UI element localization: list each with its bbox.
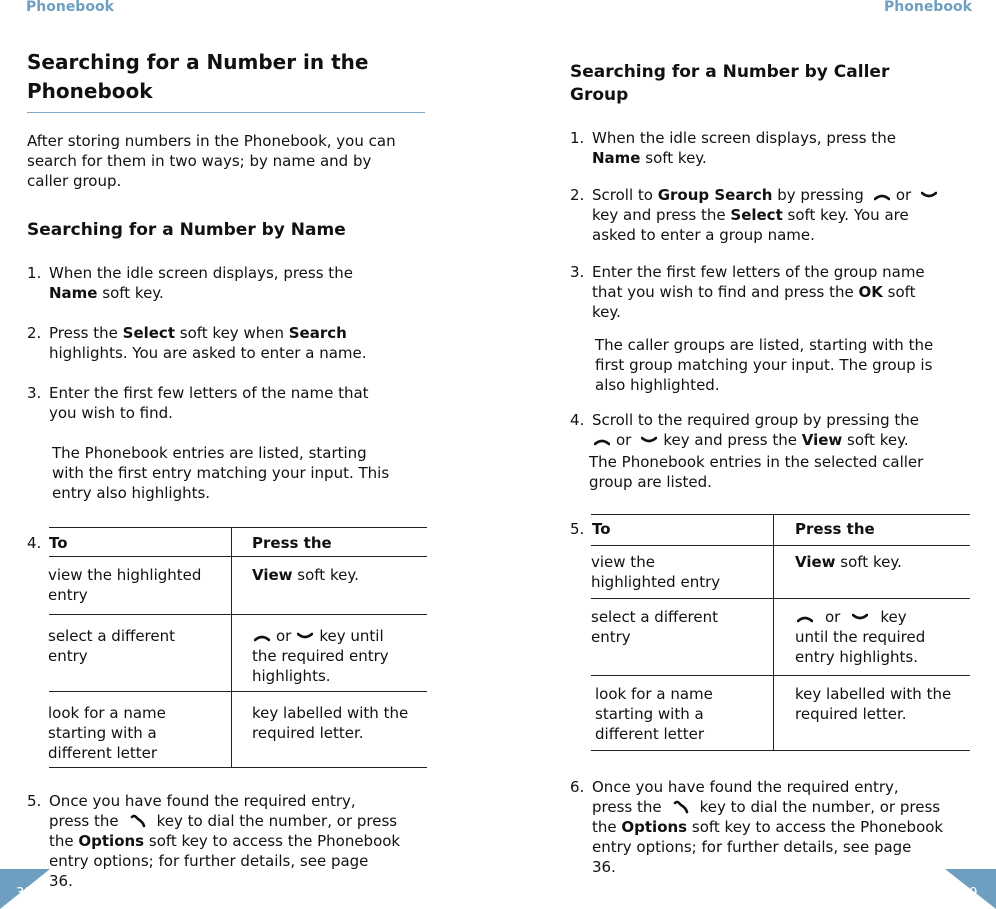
up-nav-key-icon: [797, 613, 813, 623]
table-cell-text: key until: [319, 627, 384, 645]
step-number: 1.: [570, 129, 585, 147]
down-nav-key-icon: [852, 613, 868, 623]
table-cell: [795, 684, 951, 724]
select-softkey-label: Select: [730, 206, 783, 224]
options-softkey-label: Options: [621, 818, 688, 836]
table-row: [48, 703, 166, 763]
send-call-key-icon: [129, 814, 147, 830]
table-row-rule: [49, 614, 427, 615]
options-softkey-label: Options: [78, 832, 145, 850]
step-text-part: key to dial the number, or press: [156, 812, 398, 830]
step-text-part: soft key when: [175, 324, 289, 342]
table-cell-line: select a different: [48, 627, 176, 645]
table-cell-line: entry highlights.: [795, 648, 918, 666]
table-cell-line: required letter.: [795, 705, 907, 723]
step-text-part: the: [49, 832, 79, 850]
table-cell-line: starting with a: [595, 705, 704, 723]
group-step-5-number: 5.: [570, 520, 585, 538]
step-text: [49, 811, 449, 831]
note-paragraph: [52, 443, 389, 503]
step-text: [49, 831, 449, 851]
table-cell-line: view the: [591, 553, 655, 571]
page-number-right: 39: [961, 886, 978, 901]
step-number: 5.: [27, 792, 42, 810]
step-text-rest: soft key.: [97, 284, 164, 302]
group-note-paragraph: [595, 335, 933, 395]
step-text: key.: [592, 303, 621, 321]
step-number: 2.: [27, 324, 42, 342]
table-row: [591, 607, 718, 647]
step-text: entry options; for further details, see page: [592, 838, 912, 856]
step-text: [592, 797, 992, 817]
step-text-part: press the: [49, 812, 119, 830]
step-number: 1.: [27, 264, 42, 282]
step-text-part: Scroll to: [592, 186, 658, 204]
table-column-divider: [773, 514, 774, 750]
step-text: [49, 283, 429, 303]
table-row: [48, 565, 201, 605]
or-text: or: [825, 608, 841, 626]
running-header-right: Phonebook: [884, 0, 972, 15]
down-nav-key-icon: [921, 191, 937, 201]
step-number: 6.: [570, 778, 585, 796]
ok-softkey-label: OK: [858, 283, 883, 301]
intro-line: After storing numbers in the Phonebook, you can: [27, 132, 396, 150]
or-text: or: [895, 186, 912, 204]
table-row-rule: [591, 598, 970, 599]
table-cell: [252, 703, 408, 743]
step-text: When the idle screen displays, press the: [49, 264, 353, 282]
table-header-rule: [49, 556, 427, 557]
step-text-part: by pressing: [772, 186, 864, 204]
step-text-part: key and press the: [663, 431, 802, 449]
table-cell-line: different letter: [595, 725, 705, 743]
up-nav-key-icon: [874, 191, 890, 201]
step-text-part: that you wish to find and press the: [592, 283, 859, 301]
table-header-press-the: Press the: [795, 520, 875, 538]
note-line: The Phonebook entries are listed, starting: [52, 444, 367, 462]
step-text: The Phonebook entries in the selected caller: [589, 453, 924, 471]
step-number: 3.: [570, 263, 585, 281]
title-rule: [27, 112, 425, 113]
step-text: [49, 323, 429, 343]
table-cell-line: entry: [591, 628, 631, 646]
table-cell-line: required letter.: [252, 724, 364, 742]
table-cell-line: [795, 607, 925, 627]
table-cell-line: look for a name: [48, 704, 166, 722]
section-title-by-group: [570, 61, 889, 107]
table-cell: [795, 607, 925, 667]
step-number: 2.: [570, 186, 585, 204]
step-text: [592, 185, 992, 205]
table-column-divider: [231, 527, 232, 767]
table-cell-text: soft key.: [292, 566, 359, 584]
step-text: [592, 430, 992, 450]
name-softkey-label: Name: [49, 284, 98, 302]
table-header-press-the: Press the: [252, 534, 332, 552]
step-text-part: soft key to access the Phonebook: [687, 818, 944, 836]
or-text: or: [276, 627, 292, 645]
step-text-rest: soft key.: [640, 149, 707, 167]
table-row-rule: [49, 691, 427, 692]
name-softkey-label: Name: [592, 149, 641, 167]
table-row: [595, 684, 713, 744]
step-text-part: press the: [592, 798, 662, 816]
page-title-line2: Phonebook: [27, 79, 153, 103]
intro-line: caller group.: [27, 172, 122, 190]
search-option-label: Search: [288, 324, 347, 342]
step-text: 36.: [592, 858, 616, 876]
table-cell-line: look for a name: [595, 685, 713, 703]
table-cell-line: the required entry: [252, 647, 389, 665]
or-text: or: [616, 431, 632, 449]
step-text: group are listed.: [589, 473, 712, 491]
step-4-number: 4.: [27, 534, 42, 552]
page-title: [27, 48, 368, 106]
table-cell-line: view the highlighted: [48, 566, 202, 584]
up-nav-key-icon: [254, 632, 270, 642]
table-cell: [252, 626, 389, 686]
step-text: Enter the first few letters of the name that: [49, 384, 369, 402]
table-bottom-rule: [49, 767, 427, 768]
note-line: with the first entry matching your input. This: [52, 464, 390, 482]
table-cell-line: different letter: [48, 744, 158, 762]
step-text-part: the: [592, 818, 622, 836]
step-text-part: soft key to access the Phonebook: [144, 832, 401, 850]
table-cell-line: until the required: [795, 628, 926, 646]
send-call-key-icon: [672, 800, 690, 816]
down-nav-key-icon: [641, 436, 657, 446]
group-step-4-result: [589, 452, 923, 492]
table-header-to: To: [592, 520, 611, 538]
step-text: 36.: [49, 872, 73, 890]
note-line: first group matching your input. The group is: [595, 356, 933, 374]
step-text-part: Press the: [49, 324, 123, 342]
table-header-rule: [591, 545, 970, 546]
table-row: [591, 552, 720, 592]
table-header-to: To: [49, 534, 68, 552]
section-title-by-name: Searching for a Number by Name: [27, 220, 346, 240]
table-cell-text: key: [880, 608, 907, 626]
section-title-line: Searching for a Number by Caller: [570, 62, 890, 82]
view-softkey-label: View: [795, 553, 836, 571]
intro-line: search for them in two ways; by name and by: [27, 152, 372, 170]
page-title-line1: Searching for a Number in the: [27, 50, 369, 74]
step-text: [592, 205, 992, 225]
table-cell-line: select a different: [591, 608, 719, 626]
table-cell-line: highlighted entry: [591, 573, 721, 591]
table-cell-line: entry: [48, 586, 88, 604]
table-bottom-rule: [591, 750, 970, 751]
step-text: you wish to find.: [49, 404, 173, 422]
note-line: The caller groups are listed, starting with the: [595, 336, 934, 354]
step-text: [592, 148, 972, 168]
table-cell-line: [252, 626, 389, 646]
table-cell-line: entry: [48, 647, 88, 665]
step-number: 3.: [27, 384, 42, 402]
table-cell-text: soft key.: [835, 553, 902, 571]
down-nav-key-icon: [297, 632, 313, 642]
up-nav-key-icon: [594, 436, 610, 446]
table-cell-line: highlights.: [252, 667, 331, 685]
table-top-rule: [591, 514, 970, 515]
step-text: Once you have found the required entry,: [49, 792, 356, 810]
running-header-left: Phonebook: [26, 0, 114, 15]
step-text: When the idle screen displays, press the: [592, 129, 896, 147]
table-cell-line: key labelled with the: [252, 704, 409, 722]
step-text: [592, 282, 992, 302]
step-text: [592, 817, 992, 837]
table-cell: [795, 552, 902, 572]
view-softkey-label: View: [252, 566, 293, 584]
group-search-label: Group Search: [657, 186, 773, 204]
note-line: entry also highlights.: [52, 484, 211, 502]
table-cell-line: starting with a: [48, 724, 157, 742]
step-text-part: key and press the: [592, 206, 731, 224]
table-cell: [252, 565, 359, 585]
step-text: highlights. You are asked to enter a name.: [49, 344, 367, 362]
table-row: [48, 626, 175, 666]
step-text: Enter the first few letters of the group name: [592, 263, 925, 281]
step-text-part: soft key. You are: [782, 206, 909, 224]
intro-paragraph: [27, 131, 396, 191]
view-softkey-label: View: [801, 431, 843, 449]
step-text-part: key to dial the number, or press: [699, 798, 941, 816]
step-text-part: soft key.: [842, 431, 909, 449]
step-text: asked to enter a group name.: [592, 226, 815, 244]
section-title-line: Group: [570, 85, 629, 105]
select-softkey-label: Select: [122, 324, 175, 342]
step-text-part: soft: [882, 283, 916, 301]
step-text: Scroll to the required group by pressing the: [592, 411, 920, 429]
step-text: Once you have found the required entry,: [592, 778, 899, 796]
step-text: entry options; for further details, see page: [49, 852, 369, 870]
note-line: also highlighted.: [595, 376, 720, 394]
table-row-rule: [591, 675, 970, 676]
table-top-rule: [49, 527, 427, 528]
page-number-left: 38: [16, 886, 33, 901]
step-number: 4.: [570, 411, 585, 429]
table-cell-line: key labelled with the: [795, 685, 952, 703]
